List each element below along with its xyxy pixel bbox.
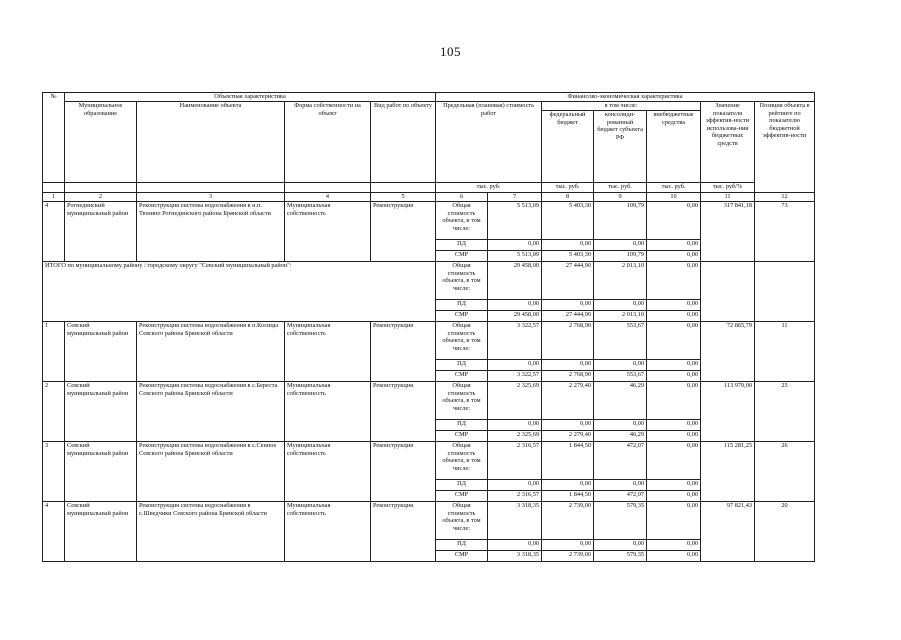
itogo-pd-federal: 0,00 [542,300,594,311]
smr-consolidated-value: 579,35 [594,551,647,562]
object-name: Реконструкция системы водоснабжения в с.Береста Севского района Брянской области [137,382,285,442]
header-object-characteristics: Объектная характеристика [65,93,436,102]
pd-total-value: 0,00 [488,360,542,371]
table-row [43,442,815,480]
smr-federal-value: 5 403,30 [542,251,594,262]
header-row-top [43,93,815,102]
header-federal: федеральный бюджет [542,111,594,183]
smr-extrabudget-value: 0,00 [647,371,701,382]
smr-consolidated-value: 553,67 [594,371,647,382]
header-ownership: Форма собственности на объект [285,102,371,183]
rating-value: 25 [755,382,815,420]
consolidated-value: 553,67 [594,322,647,360]
column-number: 3 [137,193,285,202]
smr-total-value: 3 318,35 [488,551,542,562]
itogo-total-value: 29 458,00 [488,262,542,300]
pd-total-value: 0,00 [488,540,542,551]
smr-federal-value: 2 739,00 [542,551,594,562]
unit-efficiency: тыс. руб/% [701,183,755,193]
row-label-pd: ПД [436,300,488,311]
table-row [43,322,815,360]
row-label-smr: СМР [436,431,488,442]
object-num: 4 [43,502,65,562]
object-name: Реконструкция системы водоснабжения в с.Сенное Севского района Брянской области [137,442,285,502]
federal-value: 2 279,40 [542,382,594,420]
row-label-total: Общая стоимость объекта, в том числе: [436,502,488,540]
object-ownership: Муниципальная собственность [285,442,371,502]
pd-consolidated-value: 0,00 [594,420,647,431]
row-label-pd: ПД [436,480,488,491]
smr-federal-value: 2 279,40 [542,431,594,442]
pd-consolidated-value: 0,00 [594,480,647,491]
smr-total-value: 5 513,09 [488,251,542,262]
total-cost-value: 3 318,35 [488,502,542,540]
header-municipality: Муниципальное образование [65,102,137,183]
itogo-pd-total: 0,00 [488,300,542,311]
rating-value: 11 [755,322,815,360]
itogo-pd-extrabudget: 0,00 [647,300,701,311]
smr-total-value: 3 322,57 [488,371,542,382]
smr-consolidated-value: 109,79 [594,251,647,262]
object-num: 1 [43,322,65,382]
row-label-total: Общая стоимость объекта, в том числе: [436,322,488,360]
header-num: № [43,93,65,183]
column-numbers-row [43,193,815,202]
header-object-name: Наименование объекта [137,102,285,183]
pd-extrabudget-value: 0,00 [647,240,701,251]
header-row-middle [43,102,815,111]
pd-consolidated-value: 0,00 [594,360,647,371]
row-label-total: Общая стоимость объекта, в том числе: [436,382,488,420]
column-number: 4 [285,193,371,202]
row-label-total: Общая стоимость объекта, в том числе: [436,442,488,480]
smr-extrabudget-value: 0,00 [647,491,701,502]
pd-federal-value: 0,00 [542,480,594,491]
table-row [43,382,815,420]
total-cost-value: 2 316,57 [488,442,542,480]
smr-federal-value: 2 768,90 [542,371,594,382]
object-ownership: Муниципальная собственность [285,382,371,442]
consolidated-value: 109,79 [594,202,647,240]
total-cost-value: 5 513,09 [488,202,542,240]
unit-federal: тыс. руб. [542,183,594,193]
pd-extrabudget-value: 0,00 [647,360,701,371]
efficiency-value: 317 841,18 [701,202,755,240]
extrabudget-value: 0,00 [647,382,701,420]
smr-consolidated-value: 46,29 [594,431,647,442]
unit-consolidated: тыс. руб. [594,183,647,193]
object-name: Реконструкция системы водоснабжения в н.п. Тюнино Рогнединского района Брянской области [137,202,285,262]
table-row [43,502,815,540]
rating-value: 26 [755,442,815,480]
row-label-smr: СМР [436,371,488,382]
header-including: в том числе: [542,102,701,111]
column-number: 2 [65,193,137,202]
column-number: 7 [488,193,542,202]
row-label-smr: СМР [436,491,488,502]
row-label-smr: СМР [436,251,488,262]
object-num: 2 [43,382,65,442]
itogo-smr-consolidated: 2 013,10 [594,311,647,322]
pd-extrabudget-value: 0,00 [647,540,701,551]
federal-value: 5 403,30 [542,202,594,240]
object-work-type: Реконструкция [371,382,436,442]
object-ownership: Муниципальная собственность [285,202,371,262]
column-number: 6 [436,193,488,202]
row-label-total: Общая стоимость объекта, в том числе: [436,262,488,300]
itogo-consolidated-value: 2 013,10 [594,262,647,300]
extrabudget-value: 0,00 [647,442,701,480]
rating-value: 73 [755,202,815,240]
smr-total-value: 2 325,69 [488,431,542,442]
row-label-pd: ПД [436,360,488,371]
object-ownership: Муниципальная собственность [285,322,371,382]
extrabudget-value: 0,00 [647,202,701,240]
object-ownership: Муниципальная собственность [285,502,371,562]
column-number: 8 [542,193,594,202]
row-label-total: Общая стоимость объекта, в том числе: [436,202,488,240]
pd-total-value: 0,00 [488,480,542,491]
object-work-type: Реконструкция [371,442,436,502]
itogo-federal-value: 27 444,90 [542,262,594,300]
investment-objects-table [42,92,815,562]
object-num: 4 [43,202,65,262]
smr-extrabudget-value: 0,00 [647,551,701,562]
total-cost-value: 3 322,57 [488,322,542,360]
consolidated-value: 46,29 [594,382,647,420]
unit-total: тыс. руб. [436,183,542,193]
object-work-type: Реконструкция [371,202,436,262]
pd-consolidated-value: 0,00 [594,240,647,251]
header-rating: Позиция объекта в рейтинге по показателю бюджетной эффектив-ности [755,102,815,193]
efficiency-value: 72 865,79 [701,322,755,360]
object-municipality: Севский муниципальный район [65,322,137,382]
efficiency-value: 113 970,00 [701,382,755,420]
column-number: 1 [43,193,65,202]
column-number: 11 [701,193,755,202]
total-cost-value: 2 325,69 [488,382,542,420]
row-label-smr: СМР [436,311,488,322]
efficiency-value: 115 281,25 [701,442,755,480]
smr-extrabudget-value: 0,00 [647,431,701,442]
pd-extrabudget-value: 0,00 [647,420,701,431]
object-name: Реконструкция системы водоснабжения в п.Косицы Севского района Брянской области [137,322,285,382]
object-name: Реконструкция системы водоснабжения в с.Шведчики Севского района Брянской области [137,502,285,562]
object-municipality: Рогнединский муниципальный район [65,202,137,262]
header-financial-characteristics: Финансово-экономическая характеристика [436,93,815,102]
header-consolidated: консолиди-рованный бюджет субъекта РФ [594,111,647,183]
column-number: 10 [647,193,701,202]
header-efficiency: Значение показателя эффектив-ности использова-ния бюджетных средств [701,102,755,183]
column-number: 5 [371,193,436,202]
pd-total-value: 0,00 [488,420,542,431]
smr-federal-value: 1 844,50 [542,491,594,502]
smr-extrabudget-value: 0,00 [647,251,701,262]
row-label-pd: ПД [436,540,488,551]
header-work-type: Вид работ по объекту [371,102,436,183]
row-label-pd: ПД [436,240,488,251]
consolidated-value: 579,35 [594,502,647,540]
pd-consolidated-value: 0,00 [594,540,647,551]
pd-federal-value: 0,00 [542,540,594,551]
pd-total-value: 0,00 [488,240,542,251]
row-label-smr: СМР [436,551,488,562]
extrabudget-value: 0,00 [647,322,701,360]
efficiency-value: 97 821,43 [701,502,755,540]
object-municipality: Севский муниципальный район [65,382,137,442]
row-label-pd: ПД [436,420,488,431]
unit-extrabudget: тыс. руб. [647,183,701,193]
smr-total-value: 2 316,57 [488,491,542,502]
itogo-pd-consolidated: 0,00 [594,300,647,311]
column-number: 12 [755,193,815,202]
object-municipality: Севский муниципальный район [65,442,137,502]
column-number: 9 [594,193,647,202]
object-municipality: Севский муниципальный район [65,502,137,562]
federal-value: 2 739,00 [542,502,594,540]
pd-federal-value: 0,00 [542,420,594,431]
page-number: 105 [440,44,461,59]
header-total-cost: Предельная (плановая) стоимость работ [436,102,542,183]
table-row [43,202,815,240]
federal-value: 2 768,90 [542,322,594,360]
itogo-smr-federal: 27 444,90 [542,311,594,322]
header-extrabudget: внебюджетные средства [647,111,701,183]
object-work-type: Реконструкция [371,502,436,562]
federal-value: 1 844,50 [542,442,594,480]
extrabudget-value: 0,00 [647,502,701,540]
table-row [43,262,815,300]
itogo-smr-extrabudget: 0,00 [647,311,701,322]
smr-consolidated-value: 472,07 [594,491,647,502]
rating-value: 20 [755,502,815,540]
object-work-type: Реконструкция [371,322,436,382]
consolidated-value: 472,07 [594,442,647,480]
units-row [43,183,815,193]
pd-extrabudget-value: 0,00 [647,480,701,491]
pd-federal-value: 0,00 [542,240,594,251]
object-num: 3 [43,442,65,502]
pd-federal-value: 0,00 [542,360,594,371]
itogo-smr-total: 29 458,00 [488,311,542,322]
itogo-extrabudget-value: 0,00 [647,262,701,300]
itogo-label: ИТОГО по муниципальному району / городскому округу "Севский муниципальный район": [43,262,436,322]
